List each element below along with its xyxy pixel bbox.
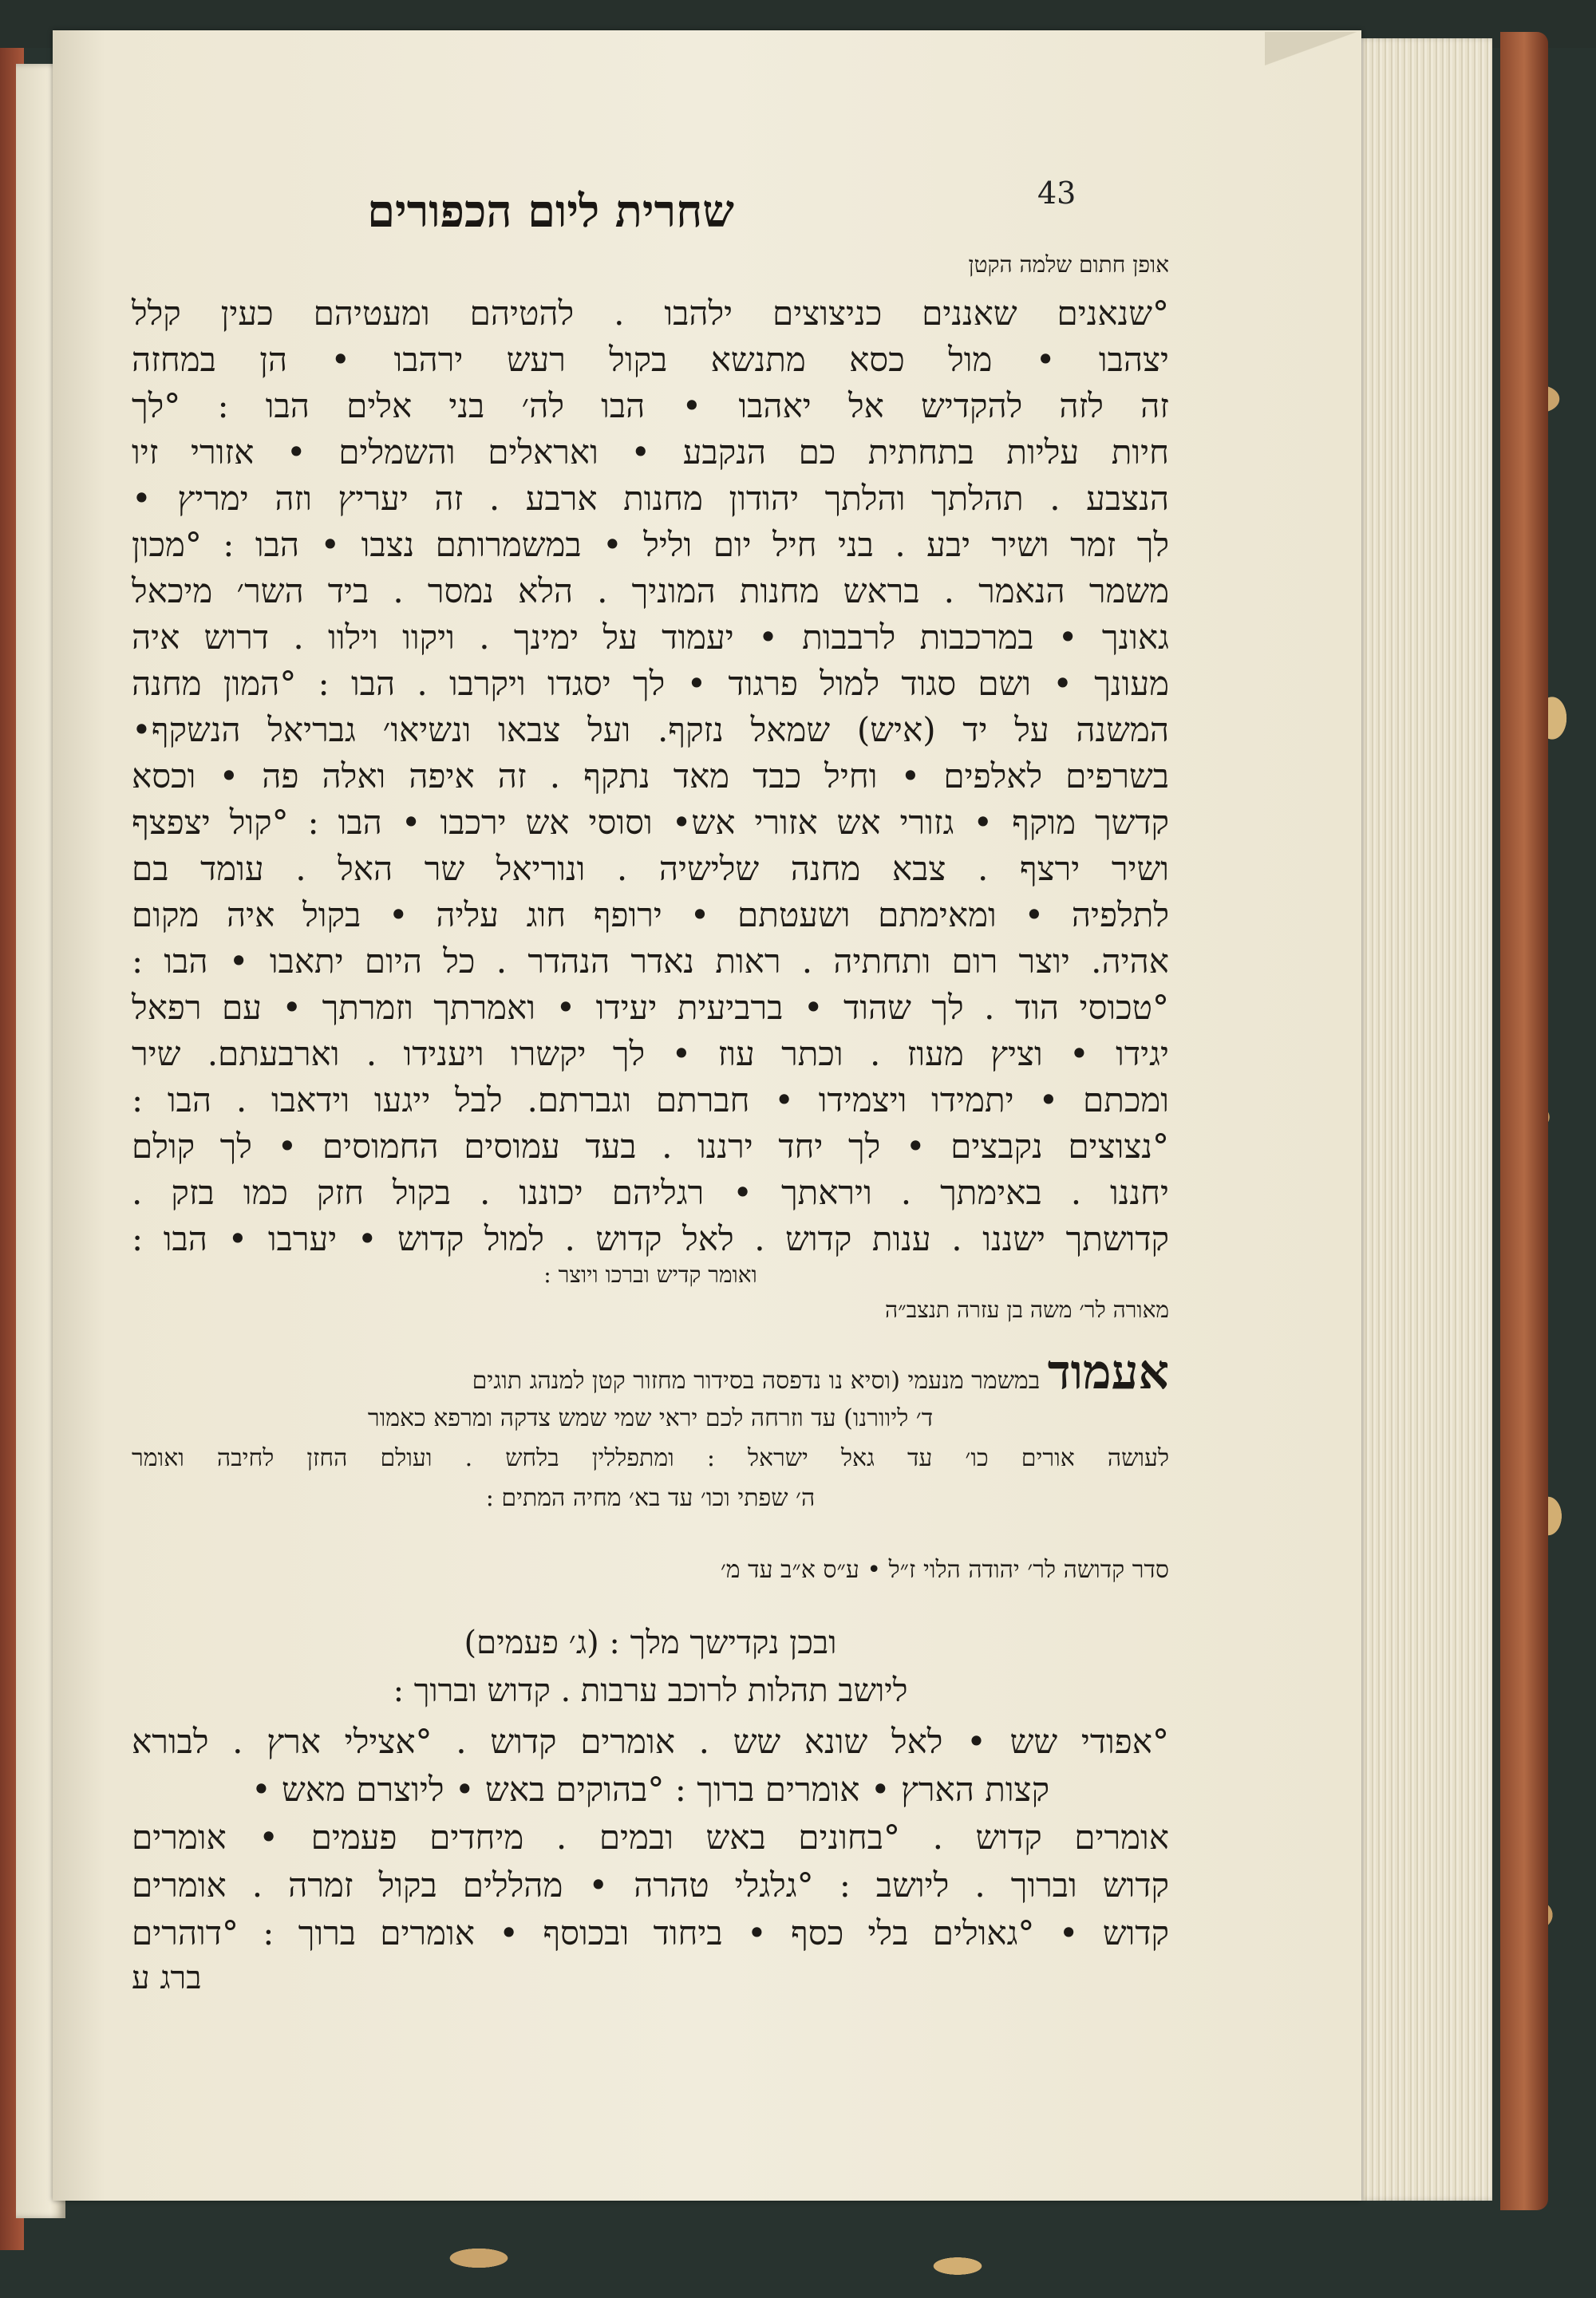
text-line: יגידו • וציץ מעוז . וכתר עוז • לך יקשרו ויענידו . וארבעתם. שיר (132, 1034, 1169, 1073)
text-line: קדושתך ישננו . ענות קדוש . לאל קדוש . למול קדוש • יערבו • הבו : (132, 1219, 1169, 1258)
kedusha-opening-2: ליושב תהלות לרוכב ערבות . קדוש וברוך : (393, 1672, 908, 1709)
text-line: אהיה. יוצר רום ותחתיה . ראות נאדר הנהדר . כל היום יתאבו • הבו : (132, 942, 1169, 981)
text-line: °שנאנים שאננים כניצוצים ילהבו . להטיהם ומעטיהם כעין קלל (132, 294, 1169, 333)
kedusha-opening: ובכן נקדישך מלך : (ג׳ פעמים) (464, 1625, 837, 1661)
instruction-line: ד׳ ליוורנו) עד וזרחה לכם יראי שמי שמש צדקה ומרפא כאמור (367, 1404, 934, 1432)
amud-text: במשמר מנעמי (וסיא נו נדפסה בסידור מחזור קטן למנהג תוגים (472, 1367, 1041, 1395)
text-line: ומכתם • יתמידו ויצמידו • חברתם וגברתם. לבל ייגעו וידאבו . הבו : (132, 1080, 1169, 1119)
instruction-line: ה׳ שפתי וכו׳ עד בא׳ מחיה המתים : (485, 1484, 816, 1512)
text-line: משמר הנאמר . בראש מחנות המוניך . הלא נמסר . ביד השר׳ מיכאל (132, 571, 1169, 610)
text-line: °טכוסי הוד . לך שהוד • ברביעית יעידו • ואמרתך וזמרתך • עם רפאל (132, 988, 1169, 1027)
text-line: קדשך מוקף • גזורי אש אזורי אש• וסוסי אש ירכבו • הבו : °קול יצפצף (132, 803, 1169, 842)
catchword: ברג ע (132, 1960, 202, 1996)
amud-title: אעמוד (1047, 1344, 1169, 1400)
text-line: המשנה על יד (איש) שמאל נזקף. ועל צבאו ונשיאו׳ גבריאל הנשקף• (132, 710, 1169, 749)
instruction-line: לעושה אורים כו׳ עד גאל ישראל : ומתפללין בלחש . ועולם החזן לחיבה ואומר (132, 1444, 1169, 1472)
instruction-kaddish: ואומר קדיש וברכו ויוצר : (543, 1262, 757, 1288)
text-line: חיות עליות בתחתית כם הנקבע • ואראלים והשמלים • אזורי זיו (132, 432, 1169, 472)
page-block-edges (1357, 38, 1492, 2201)
folded-corner (1265, 32, 1361, 80)
text-line: יחננו . באימתך . ויראתך • רגליהם יכוננו . בקול חזק כמו בזק . (132, 1173, 1169, 1212)
text-line: זה לזה להקדיש אל יאהבו • הבו לה׳ בני אלים הבו : °לך (132, 386, 1169, 425)
running-head: שחרית ליום הכפורים (367, 185, 734, 238)
text-line: °אפודי שש • לאל שונא שש . אומרים קדוש . °אצילי ארץ . לבורא (132, 1722, 1169, 1761)
text-line: הנצבע . תהלתך והלתך יהודון מחנות ארבע . זה יעריץ וזה ימריץ • (132, 479, 1169, 518)
text-line: לך זמר ושיר יבע . בני חיל יום וליל • במשמרותם נצבו • הבו : °מכון (132, 525, 1169, 564)
text-line: אומרים קדוש . °בחונים באש ובמים . מיחדים פעמים • אומרים (132, 1818, 1169, 1857)
text-line: ושיר ירצף . צבא מחנה שלישיה . ונוריאל שר האל . עומד בם (132, 849, 1169, 888)
right-cover-edge (1500, 32, 1548, 2210)
text-line: קדוש • °גאולים בלי כסף • ביחוד ובכוסף • אומרים ברוך : °דוהרים (132, 1913, 1169, 1953)
page-number: 43 (1037, 176, 1077, 211)
text-line: בשרפים לאלפים • וחיל כבד מאד נתקף . זה איפה ואלה פה • וכסא (132, 756, 1169, 796)
instruction-author: מאורה לר׳ משה בן עזרה תנצב״ה (884, 1297, 1169, 1323)
text-line: לתלפיה • ומאימתם ושעטתם • ירופף חוג עליה • בקול איה מקום (132, 895, 1169, 934)
instruction-kedusha-order: סדר קדושה לר׳ יהודה הלוי ז״ל • ע״ס א״ב עד מ׳ (720, 1556, 1169, 1584)
text-line: קדוש וברוך . ליושב : °גלגלי טהרה • מהללים בקול זמרה . אומרים (132, 1866, 1169, 1905)
piyut-heading: אופן חתום שלמה הקטן (968, 251, 1169, 278)
text-line: יצהבו • מול כסא מתנשא בקול רעש ירהבו • הן במחזה (132, 340, 1169, 379)
text-line: קצות הארץ • אומרים ברוך : °בהוקים באש • ליוצרם מאש • (251, 1770, 1050, 1809)
text-line: מעונך • ושם סגוד למול פרגוד • לך יסגדו ויקרבו . הבו : °המון מחנה (132, 664, 1169, 703)
text-line: °נצוצים נקבצים • לך יחד ירננו . בעד עמוסים החמוסים • לך קולם (132, 1127, 1169, 1166)
text-line: גאונך • במרכבות לרבבות • יעמוד על ימינך . ויקוו וילוו . דרוש איה (132, 618, 1169, 657)
instruction-amud (132, 1344, 1169, 1409)
